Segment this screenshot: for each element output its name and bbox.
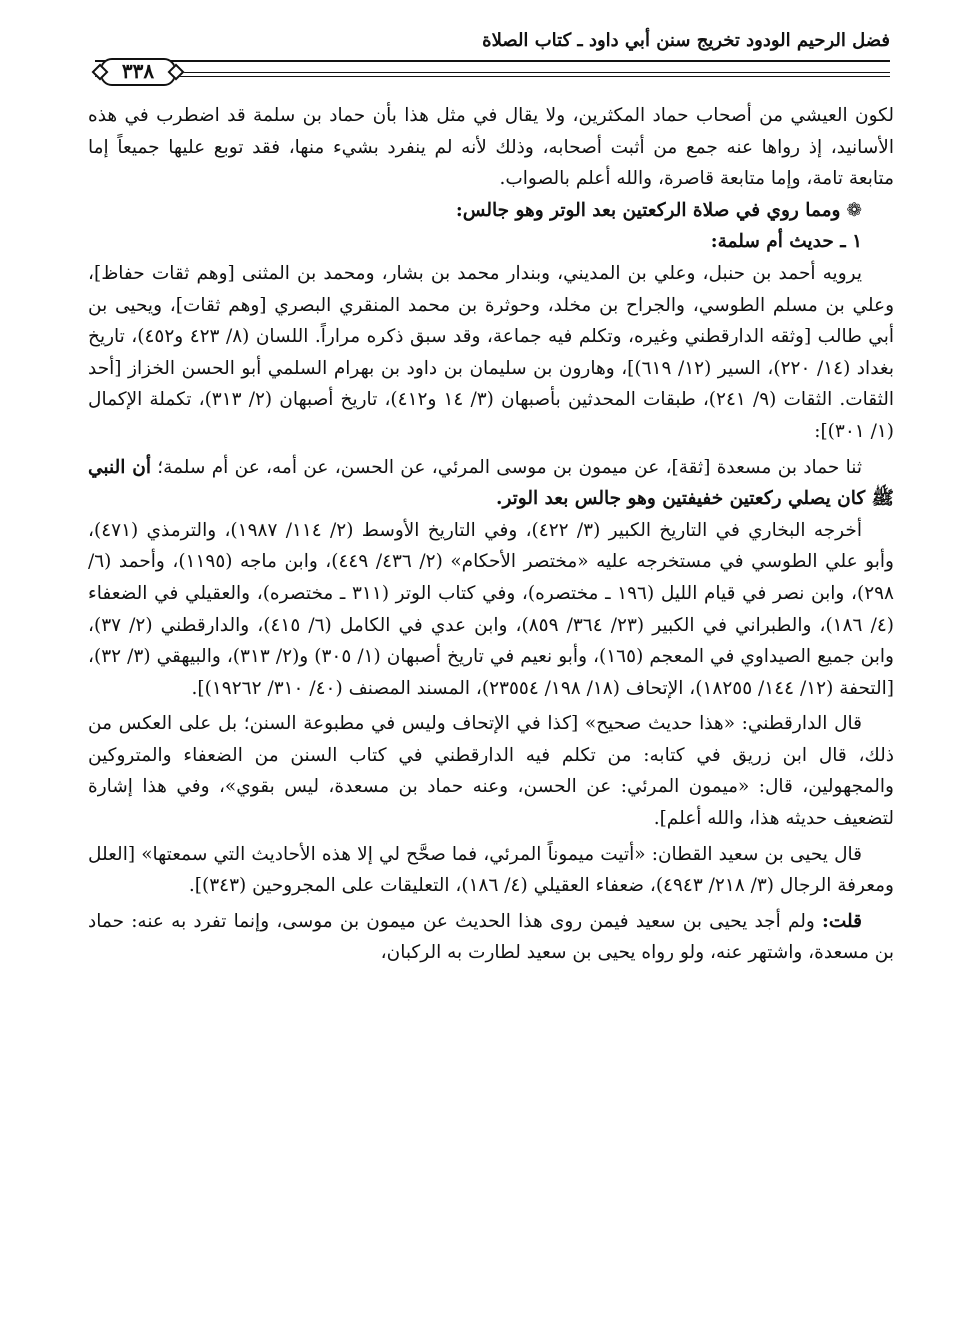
page-number: ٣٣٨ (100, 58, 176, 86)
header-rule-middle (95, 72, 890, 73)
header-rule-top (95, 60, 890, 62)
paragraph-daraqutni: قال الدارقطني: «هذا حديث صحيح» [كذا في الإتحاف وليس في مطبوعة السنن؛ بل على العكس من ذلك، قال ابن زريق في كتابه: من تكلم فيه الدارقطني في كتاب السنن من الضعفاء والمتروكين والمجهولين، قال: «ميمون المرئي: عن الحسن، وعنه حماد بن مسعدة، ليس بقوي»، وفي هذا إشارة لتضعيف حديثه هذا، والله أعلم]. (88, 713, 894, 830)
hadith-text: أن النبي ﷺ كان يصلي ركعتين خفيفتين وهو جالس بعد الوتر. (88, 456, 894, 510)
paragraph-narrators: يرويه أحمد بن حنبل، وعلي بن المديني، وبندار محمد بن بشار، ومحمد بن المثنى [وهم ثقات حفاظ]، وعلي بن مسلم الطوسي، والجراح بن مخلد، وحوثرة بن محمد المنقري البصري [وهم ثقات]، ويحيى بن أبي طالب [وثقه الدارقطني وغيره، وتكلم فيه جماعة، وقد سبق ذكره مراراً. اللسان (٨/ ٤٢٣ و٤٥٢)، تاريخ بغداد (١٤/ ٢٢٠)، السير (١٢/ ٦١٩)]، وهارون بن سليمان بن داود بن بهرام السلمي أبو الحسن الخزاز [أحد الثقات. الثقات (٩/ ٢٤١)، طبقات المحدثين بأصبهان (٣/ ١٤ و٤١٢)، تاريخ أصبهان (٢/ ٣١٣)، تكملة الإكمال (١/ ٣٠١)]: (88, 262, 894, 442)
paragraph-author-note (88, 906, 894, 969)
author-note-label: قلت: (822, 910, 862, 932)
header-rule-bottom (95, 76, 890, 77)
page-body (88, 100, 894, 969)
page-header (95, 22, 890, 92)
sub-heading: ١ ـ حديث أم سلمة: (710, 231, 862, 253)
ornament-icon: ❁ (846, 199, 862, 221)
paragraph-qattan: قال يحيى بن سعيد القطان: «أتيت ميموناً المرئي، فما صحَّح لي إلا هذه الأحاديث التي سمعتها» [العلل ومعرفة الرجال (٣/ ٢١٨/ ٤٩٤٣)، ضعفاء العقيلي (٤/ ١٨٦)، التعليقات على المجروحين (٣٤٣)]. (88, 843, 894, 897)
running-title: فضل الرحيم الودود تخريج سنن أبي داود ـ كتاب الصلاة (482, 30, 890, 51)
author-note-text: ولم أجد يحيى بن سعيد فيمن روى هذا الحديث عن ميمون بن موسى، وإنما تفرد به عنه: حماد بن مسعدة، واشتهر عنه، ولو رواه يحيى بن سعيد لطارت به الركبان، (88, 910, 894, 964)
hadith-chain: ثنا حماد بن مسعدة [ثقة]، عن ميمون بن موسى المرئي، عن الحسن، عن أمه، عن أم سلمة؛ (157, 456, 862, 478)
section-heading (88, 195, 894, 227)
paragraph-continuation: لكون العيشي من أصحاب حماد المكثرين، ولا يقال في مثل هذا بأن حماد بن سلمة قد اضطرب في هذه الأسانيد، إذ رواها عنه جمع من أثبت أصحابه، وذلك لأنه لم ينفرد بشيء منها، فقد توبع عليها جميعاً إما متابعة تامة، وإما متابعة قاصرة، والله أعلم بالصواب. (88, 105, 894, 190)
paragraph-takhrij: أخرجه البخاري في التاريخ الكبير (٣/ ٤٢٢)، وفي التاريخ الأوسط (٢/ ١١٤/ ١٩٨٧)، والترمذي (٤٧١)، وأبو علي الطوسي في مستخرجه عليه «مختصر الأحكام» (٢/ ٤٣٦/ ٤٤٩)، وابن ماجه (١١٩٥)، وأحمد (٦/ ٢٩٨)، وابن نصر في قيام الليل (١٩٦ ـ مختصره)، وفي كتاب الوتر (٣١١ ـ مختصره)، والعقيلي في الضعفاء (٤/ ١٨٦)، والطبراني في الكبير (٢٣/ ٣٦٤/ ٨٥٩)، وابن عدي في الكامل (٦/ ٤١٥)، والدارقطني (٢/ ٣٧)، وابن جميع الصيداوي في المعجم (١٦٥)، وأبو نعيم في تاريخ أصبهان (١/ ٣٠٥) و(٢/ ٣١٣)، والبيهقي (٣/ ٣٢)، [التحفة (١٢/ ١٤٤/ ١٨٢٥٥)، الإتحاف (١٨/ ١٩٨/ ٢٣٥٥٤)، المسند المصنف (٤٠/ ٣١٠/ ١٩٢٦٢)]. (88, 519, 894, 699)
section-heading-text: ومما روي في صلاة الركعتين بعد الوتر وهو جالس: (455, 199, 841, 221)
paragraph-hadith (88, 452, 894, 515)
